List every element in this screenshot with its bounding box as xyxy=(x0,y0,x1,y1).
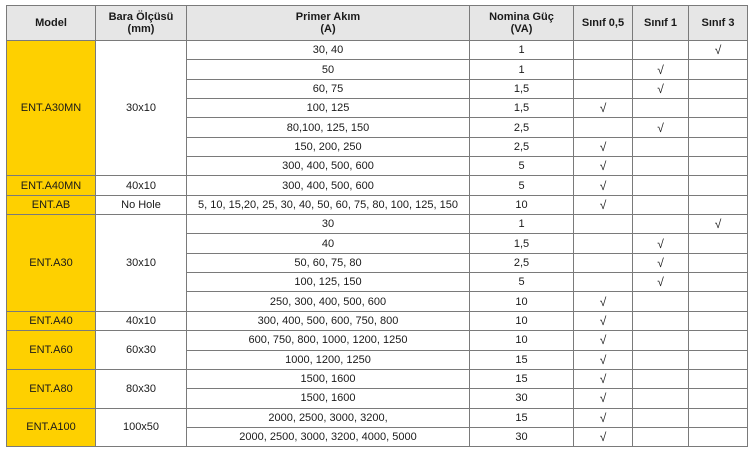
primer-current-cell: 1000, 1200, 1250 xyxy=(187,350,470,369)
class-s05-cell xyxy=(574,408,633,427)
class-s1-cell xyxy=(633,118,689,137)
class-s05-cell xyxy=(574,137,633,156)
header-bara-label: Bara Ölçüsü xyxy=(108,11,174,23)
class-s3-cell xyxy=(689,215,748,234)
check-mark-icon: √ xyxy=(599,139,607,154)
table-header xyxy=(7,6,748,41)
class-s05-cell xyxy=(574,253,633,272)
class-s3-cell xyxy=(689,389,748,408)
primer-current-cell: 1500, 1600 xyxy=(187,389,470,408)
class-s1-cell xyxy=(633,408,689,427)
check-mark-icon: √ xyxy=(599,372,607,387)
class-s3-cell xyxy=(689,427,748,446)
primer-current-cell: 30 xyxy=(187,215,470,234)
nominal-power-cell: 5 xyxy=(470,157,574,176)
class-s1-cell xyxy=(633,195,689,214)
check-mark-icon: √ xyxy=(599,410,607,425)
bar-size-cell: 80x30 xyxy=(96,369,187,408)
nominal-power-cell: 5 xyxy=(470,273,574,292)
header-bara-olcusu xyxy=(96,6,187,41)
class-s1-cell xyxy=(633,427,689,446)
model-cell: ENT.A40MN xyxy=(7,176,96,195)
class-s05-cell xyxy=(574,157,633,176)
header-primer-label: Primer Akım xyxy=(295,11,361,23)
class-s1-cell xyxy=(633,234,689,253)
header-model: Model xyxy=(7,6,96,41)
bar-size-cell: 30x10 xyxy=(96,215,187,312)
class-s3-cell xyxy=(689,41,748,60)
check-mark-icon: √ xyxy=(657,255,664,270)
header-bara-unit: (mm) xyxy=(127,23,155,35)
nominal-power-cell: 15 xyxy=(470,369,574,388)
class-s3-cell xyxy=(689,195,748,214)
class-s1-cell xyxy=(633,137,689,156)
class-s05-cell xyxy=(574,118,633,137)
class-s1-cell xyxy=(633,311,689,330)
class-s1-cell xyxy=(633,157,689,176)
bar-size-cell: 60x30 xyxy=(96,331,187,370)
primer-current-cell: 50, 60, 75, 80 xyxy=(187,253,470,272)
class-s1-cell xyxy=(633,99,689,118)
class-s05-cell xyxy=(574,41,633,60)
header-sinif-05: Sınıf 0,5 xyxy=(574,6,633,41)
class-s3-cell xyxy=(689,60,748,79)
class-s05-cell xyxy=(574,427,633,446)
class-s1-cell xyxy=(633,176,689,195)
check-mark-icon: √ xyxy=(599,101,607,116)
table-row xyxy=(7,331,748,350)
nominal-power-cell: 1 xyxy=(470,215,574,234)
header-guc-label: Nomina Güç xyxy=(489,11,554,23)
table-row xyxy=(7,176,748,195)
model-cell: ENT.A40 xyxy=(7,311,96,330)
check-mark-icon: √ xyxy=(599,333,607,348)
class-s05-cell xyxy=(574,60,633,79)
primer-current-cell: 60, 75 xyxy=(187,79,470,98)
model-cell: ENT.A100 xyxy=(7,408,96,447)
nominal-power-cell: 15 xyxy=(470,408,574,427)
class-s3-cell xyxy=(689,273,748,292)
class-s05-cell xyxy=(574,273,633,292)
class-s3-cell xyxy=(689,331,748,350)
table-row xyxy=(7,369,748,388)
table-row xyxy=(7,215,748,234)
class-s1-cell xyxy=(633,41,689,60)
primer-current-cell: 600, 750, 800, 1000, 1200, 1250 xyxy=(187,331,470,350)
class-s3-cell xyxy=(689,99,748,118)
class-s05-cell xyxy=(574,369,633,388)
class-s05-cell xyxy=(574,331,633,350)
header-primer-unit: (A) xyxy=(320,23,336,35)
class-s3-cell xyxy=(689,234,748,253)
model-cell: ENT.A80 xyxy=(7,369,96,408)
class-s1-cell xyxy=(633,369,689,388)
class-s1-cell xyxy=(633,79,689,98)
class-s05-cell xyxy=(574,292,633,311)
class-s1-cell xyxy=(633,60,689,79)
spec-table xyxy=(6,5,748,447)
primer-current-cell: 2000, 2500, 3000, 3200, 4000, 5000 xyxy=(187,427,470,446)
class-s05-cell xyxy=(574,311,633,330)
class-s3-cell xyxy=(689,79,748,98)
class-s1-cell xyxy=(633,331,689,350)
nominal-power-cell: 10 xyxy=(470,195,574,214)
class-s3-cell xyxy=(689,350,748,369)
class-s05-cell xyxy=(574,99,633,118)
nominal-power-cell: 1,5 xyxy=(470,99,574,118)
class-s3-cell xyxy=(689,253,748,272)
bar-size-cell: 40x10 xyxy=(96,311,187,330)
check-mark-icon: √ xyxy=(657,275,664,290)
nominal-power-cell: 1 xyxy=(470,60,574,79)
class-s05-cell xyxy=(574,79,633,98)
check-mark-icon: √ xyxy=(599,430,607,445)
primer-current-cell: 100, 125 xyxy=(187,99,470,118)
primer-current-cell: 300, 400, 500, 600, 750, 800 xyxy=(187,311,470,330)
model-cell: ENT.A60 xyxy=(7,331,96,370)
nominal-power-cell: 10 xyxy=(470,311,574,330)
primer-current-cell: 5, 10, 15,20, 25, 30, 40, 50, 60, 75, 80, 100, 125, 150 xyxy=(187,195,470,214)
class-s3-cell xyxy=(689,137,748,156)
nominal-power-cell: 2,5 xyxy=(470,137,574,156)
check-mark-icon: √ xyxy=(714,43,722,58)
primer-current-cell: 150, 200, 250 xyxy=(187,137,470,156)
class-s05-cell xyxy=(574,350,633,369)
nominal-power-cell: 1,5 xyxy=(470,234,574,253)
check-mark-icon: √ xyxy=(599,178,607,193)
table-body xyxy=(7,41,748,447)
table-row xyxy=(7,195,748,214)
header-nominal-guc xyxy=(470,6,574,41)
nominal-power-cell: 1 xyxy=(470,41,574,60)
nominal-power-cell: 30 xyxy=(470,389,574,408)
primer-current-cell: 30, 40 xyxy=(187,41,470,60)
model-cell: ENT.A30 xyxy=(7,215,96,312)
check-mark-icon: √ xyxy=(599,391,607,406)
nominal-power-cell: 2,5 xyxy=(470,253,574,272)
nominal-power-cell: 5 xyxy=(470,176,574,195)
bar-size-cell: 40x10 xyxy=(96,176,187,195)
nominal-power-cell: 30 xyxy=(470,427,574,446)
nominal-power-cell: 10 xyxy=(470,331,574,350)
check-mark-icon: √ xyxy=(657,81,664,96)
class-s05-cell xyxy=(574,176,633,195)
bar-size-cell: 100x50 xyxy=(96,408,187,447)
class-s3-cell xyxy=(689,157,748,176)
class-s3-cell xyxy=(689,408,748,427)
model-cell: ENT.AB xyxy=(7,195,96,214)
class-s3-cell xyxy=(689,369,748,388)
class-s3-cell xyxy=(689,118,748,137)
primer-current-cell: 80,100, 125, 150 xyxy=(187,118,470,137)
class-s3-cell xyxy=(689,176,748,195)
check-mark-icon: √ xyxy=(599,294,607,309)
header-primer-akim xyxy=(187,6,470,41)
check-mark-icon: √ xyxy=(599,197,607,212)
primer-current-cell: 300, 400, 500, 600 xyxy=(187,176,470,195)
class-s1-cell xyxy=(633,253,689,272)
check-mark-icon: √ xyxy=(714,217,722,232)
class-s3-cell xyxy=(689,292,748,311)
class-s05-cell xyxy=(574,389,633,408)
table-row xyxy=(7,408,748,427)
check-mark-icon: √ xyxy=(657,236,664,251)
check-mark-icon: √ xyxy=(599,313,607,328)
class-s1-cell xyxy=(633,273,689,292)
nominal-power-cell: 1,5 xyxy=(470,79,574,98)
class-s3-cell xyxy=(689,311,748,330)
class-s05-cell xyxy=(574,234,633,253)
primer-current-cell: 2000, 2500, 3000, 3200, xyxy=(187,408,470,427)
class-s1-cell xyxy=(633,215,689,234)
header-sinif-1: Sınıf 1 xyxy=(633,6,689,41)
class-s05-cell xyxy=(574,195,633,214)
bar-size-cell: 30x10 xyxy=(96,41,187,176)
header-guc-unit: (VA) xyxy=(510,23,533,35)
primer-current-cell: 100, 125, 150 xyxy=(187,273,470,292)
primer-current-cell: 1500, 1600 xyxy=(187,369,470,388)
class-s1-cell xyxy=(633,292,689,311)
nominal-power-cell: 15 xyxy=(470,350,574,369)
bar-size-cell: No Hole xyxy=(96,195,187,214)
nominal-power-cell: 10 xyxy=(470,292,574,311)
table-row xyxy=(7,41,748,60)
header-sinif-3: Sınıf 3 xyxy=(689,6,748,41)
primer-current-cell: 40 xyxy=(187,234,470,253)
model-cell: ENT.A30MN xyxy=(7,41,96,176)
check-mark-icon: √ xyxy=(599,159,607,174)
class-s1-cell xyxy=(633,389,689,408)
nominal-power-cell: 2,5 xyxy=(470,118,574,137)
primer-current-cell: 50 xyxy=(187,60,470,79)
class-s05-cell xyxy=(574,215,633,234)
primer-current-cell: 250, 300, 400, 500, 600 xyxy=(187,292,470,311)
table-row xyxy=(7,311,748,330)
check-mark-icon: √ xyxy=(599,352,607,367)
check-mark-icon: √ xyxy=(657,120,664,135)
class-s1-cell xyxy=(633,350,689,369)
primer-current-cell: 300, 400, 500, 600 xyxy=(187,157,470,176)
check-mark-icon: √ xyxy=(657,62,664,77)
